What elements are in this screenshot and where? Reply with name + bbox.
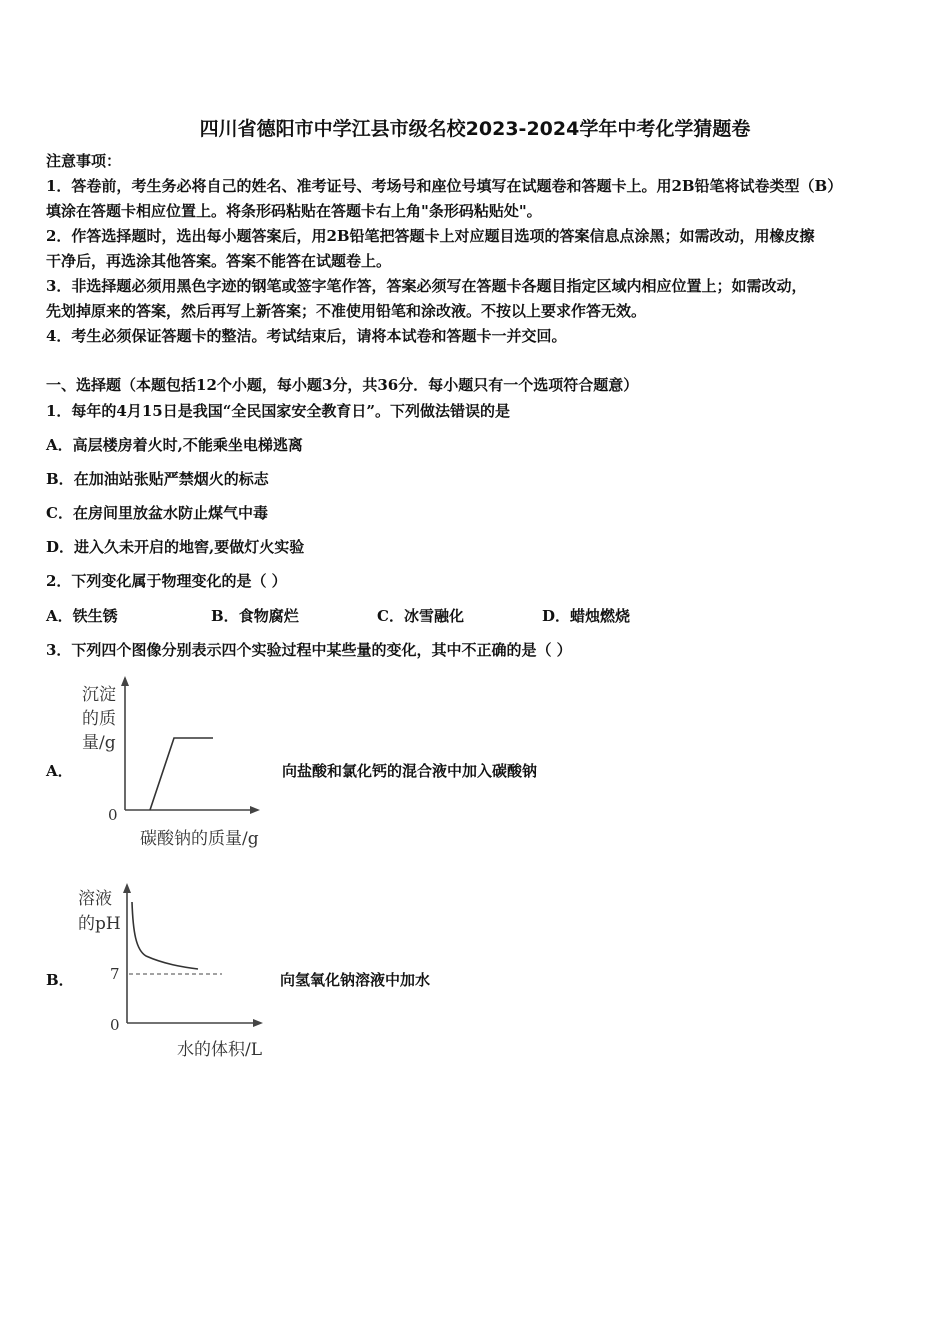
graph-a-xlabel: 碳酸钠的质量/g [140,829,259,849]
notice-line: 先划掉原来的答案，然后再写上新答案；不准使用铅笔和涂改液。不按以上要求作答无效。 [46,302,647,320]
notice-line: 4．考生必须保证答题卡的整洁。考试结束后，请将本试卷和答题卡一并交回。 [46,327,567,345]
q3-graph-b [70,880,290,1065]
q2-option-b: B．食物腐烂 [211,607,299,625]
q3-option-b-letter: B． [46,971,74,989]
graph-b-curve [132,902,198,969]
question-2-stem: 2．下列变化属于物理变化的是（ ） [46,572,287,590]
q2-option-a: A．铁生锈 [46,607,118,625]
q2-option-d: D．蜡烛燃烧 [542,607,631,625]
q3-option-b-text: 向氢氧化钠溶液中加水 [280,971,431,989]
graph-b-ph-7-tick: 7 [110,965,120,983]
section-heading: 一、选择题（本题包括12个小题，每小题3分，共36分．每小题只有一个选项符合题意） [46,376,639,394]
graph-a-x-arrow [250,806,260,814]
graph-a-origin: 0 [108,806,118,824]
q1-option-d: D．进入久未开启的地窖,要做灯火实验 [46,538,305,556]
q3-option-a-text: 向盐酸和氯化钙的混合液中加入碳酸钠 [282,762,538,780]
q1-option-a: A．高层楼房着火时,不能乘坐电梯逃离 [46,436,303,454]
graph-a-ylabel-line: 量/g [82,733,116,753]
q3-option-a-letter: A． [46,762,73,780]
graph-a-ylabel-line: 的质 [82,709,116,729]
graph-a-curve [150,738,213,810]
question-3-stem: 3．下列四个图像分别表示四个实验过程中某些量的变化，其中不正确的是（ ） [46,641,572,659]
graph-b-xlabel: 水的体积/L [177,1040,263,1060]
notice-line: 2．作答选择题时，选出每小题答案后，用2B铅笔把答题卡上对应题目选项的答案信息点涂黑；如需改动，用橡皮擦 [46,227,815,245]
notice-line: 1．答卷前，考生务必将自己的姓名、准考证号、考场号和座位号填写在试题卷和答题卡上。用2B铅笔将试卷类型（B） [46,177,843,195]
page-title: 四川省德阳市中学江县市级名校2023-2024学年中考化学猜题卷 [199,118,751,140]
q2-option-c: C．冰雪融化 [377,607,464,625]
q1-option-b: B．在加油站张贴严禁烟火的标志 [46,470,269,488]
graph-a-y-arrow [121,676,129,686]
graph-a-ylabel-line: 沉淀 [82,685,116,705]
graph-b-origin: 0 [110,1016,120,1034]
q3-graph-a [70,676,290,856]
notice-line: 填涂在答题卡相应位置上。将条形码粘贴在答题卡右上角"条形码粘贴处"。 [46,202,542,220]
graph-b-y-arrow [123,883,131,893]
graph-b-x-arrow [253,1019,263,1027]
q1-option-c: C．在房间里放盆水防止煤气中毒 [46,504,268,522]
notice-heading: 注意事项： [46,152,122,170]
graph-b-ylabel-line: 溶液 [78,889,112,909]
notice-line: 3．非选择题必须用黑色字迹的钢笔或签字笔作答，答案必须写在答题卡各题目指定区域内相应位置上；如需改动， [46,277,807,295]
notice-line: 干净后，再选涂其他答案。答案不能答在试题卷上。 [46,252,392,270]
graph-b-ylabel-line: 的pH [78,914,121,934]
question-1-stem: 1．每年的4月15日是我国“全民国家安全教育日”。下列做法错误的是 [46,402,511,420]
